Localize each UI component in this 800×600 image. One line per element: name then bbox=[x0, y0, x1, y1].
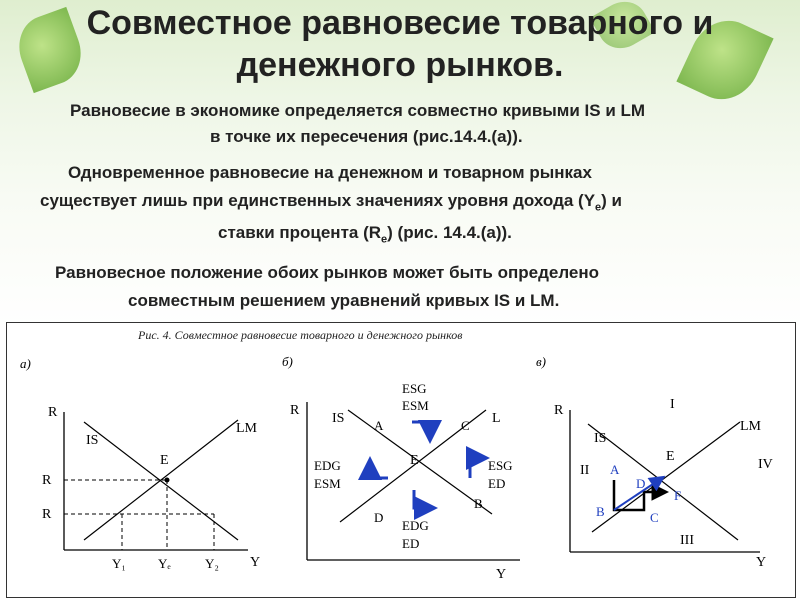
panel-c-y-label: R bbox=[554, 403, 564, 418]
panel-b-arrow-right bbox=[470, 458, 484, 478]
panel-b-point-c: C bbox=[461, 418, 470, 433]
panel-b-point-d: D bbox=[374, 510, 384, 525]
panel-c-region-2: II bbox=[580, 463, 590, 478]
panel-c-is-curve bbox=[588, 424, 738, 540]
paragraph-3-line2: совместным решением уравнений кривых IS и LM. bbox=[128, 291, 560, 310]
panel-a bbox=[20, 356, 260, 571]
panel-b-point-a: A bbox=[374, 418, 384, 433]
paragraph-2-line1: Одновременное равновесие на денежном и товарном рынках bbox=[68, 163, 592, 182]
panel-a-is-label: IS bbox=[86, 433, 99, 448]
panel-b-left-2: ESM bbox=[314, 476, 341, 491]
panel-c-point-c: C bbox=[650, 510, 659, 525]
panel-a-e-label: E bbox=[160, 453, 169, 468]
figure-caption: Рис. 4. Совместное равновесие товарного и денежного рынков bbox=[138, 328, 463, 342]
panel-c bbox=[536, 354, 773, 570]
panel-a-y-label: R bbox=[48, 405, 58, 420]
panel-b-point-b: B bbox=[474, 496, 483, 511]
panel-b-arrow-top bbox=[412, 422, 430, 438]
panel-b-top-2: ESM bbox=[402, 398, 429, 413]
panel-b-e-label: E bbox=[410, 453, 419, 468]
panel-a-tick-y2: Y₂ bbox=[205, 556, 219, 571]
panel-b-is-label: IS bbox=[332, 411, 345, 426]
panel-b-label: б) bbox=[282, 354, 293, 369]
page-title-line2: денежного рынков. bbox=[236, 46, 564, 84]
panel-b-arrow-bottom bbox=[414, 490, 432, 508]
panel-c-point-f: F bbox=[674, 488, 682, 503]
panel-c-region-4: IV bbox=[758, 457, 773, 472]
panel-b bbox=[282, 354, 520, 582]
panel-c-e-label: E bbox=[666, 449, 675, 464]
panel-c-region-3: III bbox=[680, 533, 694, 548]
panel-b-lm-label: L bbox=[492, 411, 501, 426]
panel-a-tick-y1: Y₁ bbox=[112, 556, 126, 571]
page-title-line1: Совместное равновесие товарного и bbox=[86, 4, 714, 42]
panel-a-r-lower: R bbox=[42, 507, 52, 522]
panel-c-label: в) bbox=[536, 354, 546, 369]
panel-c-region-1: I bbox=[670, 397, 675, 412]
panel-b-right-2: ED bbox=[488, 476, 506, 491]
panel-c-is-label: IS bbox=[594, 431, 607, 446]
paragraph-1-line1: Равновесие в экономике определяется совместно кривыми IS и LM bbox=[70, 101, 646, 120]
paragraph-2-line3: ставки процента $(R_e)$ (рис. 14.4.(а)). bbox=[218, 223, 512, 246]
panel-a-label: а) bbox=[20, 356, 31, 371]
panel-c-point-a: A bbox=[610, 462, 620, 477]
panel-c-point-b: B bbox=[596, 504, 605, 519]
panel-b-bottom-1: EDG bbox=[402, 518, 429, 533]
panel-b-arrow-left bbox=[370, 462, 388, 478]
panel-b-top-1: ESG bbox=[402, 381, 427, 396]
panel-b-left-1: EDG bbox=[314, 458, 341, 473]
panel-a-r-upper: R bbox=[42, 473, 52, 488]
panel-c-lm-label: LM bbox=[740, 419, 761, 434]
paragraph-3-line1: Равновесное положение обоих рынков может быть определено bbox=[55, 263, 600, 282]
panel-a-lm-label: LM bbox=[236, 421, 257, 436]
panel-a-tick-ye: Yₑ bbox=[158, 556, 171, 571]
paragraph-1-line2: в точке их пересечения (рис.14.4.(а)). bbox=[210, 127, 523, 146]
panel-c-x-label: Y bbox=[756, 555, 767, 570]
panel-b-bottom-2: ED bbox=[402, 536, 420, 551]
panel-a-x-label: Y bbox=[250, 555, 261, 570]
panel-b-x-label: Y bbox=[496, 567, 507, 582]
panel-b-y-label: R bbox=[290, 403, 300, 418]
paragraph-2-line2: существует лишь при единственных значениях уровня дохода $(Y_e)$ и bbox=[40, 191, 623, 214]
panel-c-lm-curve bbox=[592, 422, 740, 532]
panel-b-right-1: ESG bbox=[488, 458, 513, 473]
panel-c-point-d: D bbox=[636, 476, 646, 491]
